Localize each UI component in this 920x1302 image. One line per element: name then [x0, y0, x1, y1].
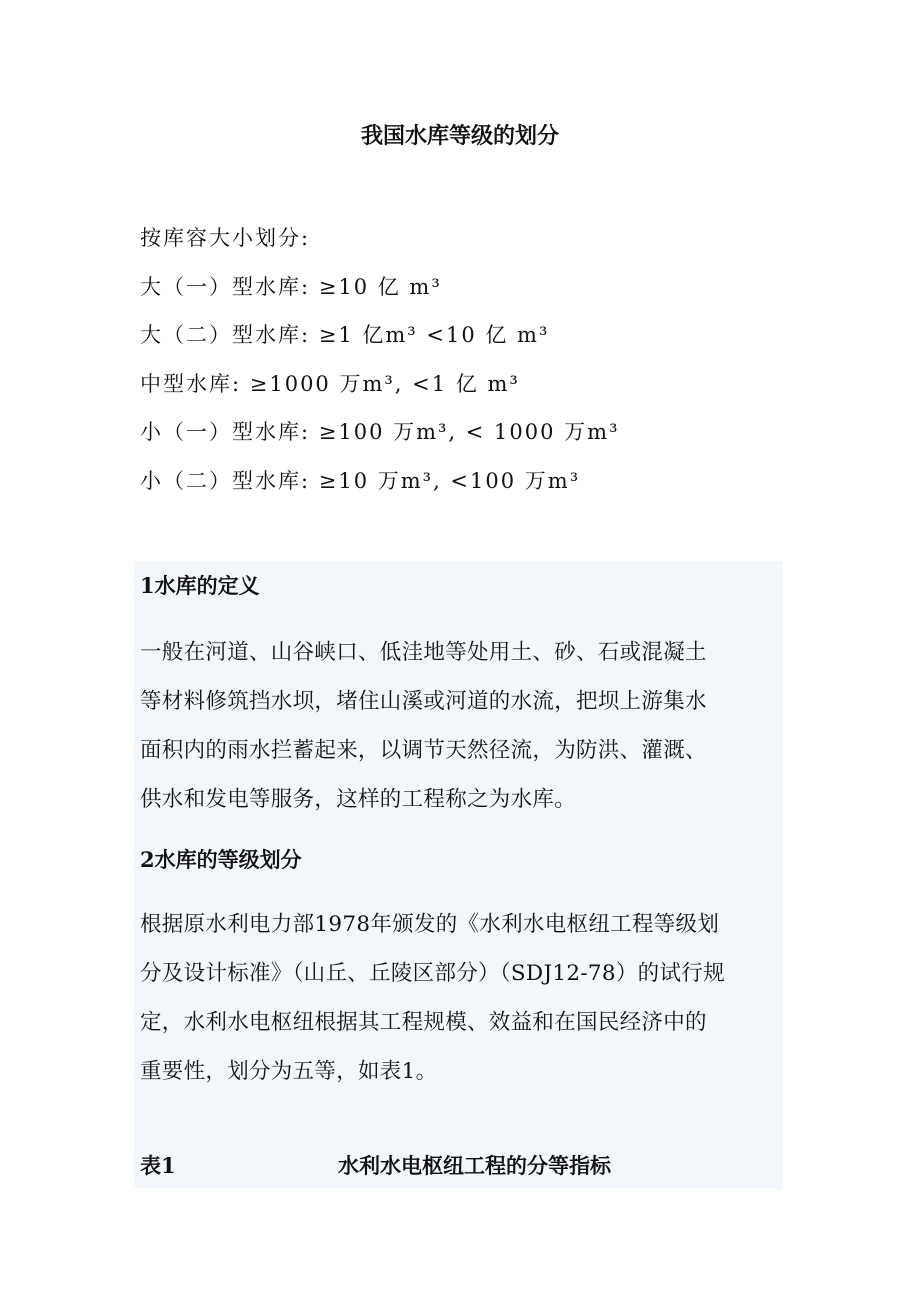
- paragraph-line: 一般在河道、山谷峡口、低洼地等处用土、砂、石或混凝土: [140, 640, 707, 665]
- definition-paragraph: [140, 628, 780, 824]
- grading-paragraph: [140, 900, 780, 1096]
- paragraph-line: 分及设计标准》（山丘、丘陵区部分）（SDJ12-78）的试行规: [140, 961, 725, 986]
- capacity-line-small-1: 小（一）型水库: ≥100 万m³, < 1000 万m³: [140, 420, 620, 444]
- capacity-classification: [140, 214, 780, 505]
- section-heading-definition: 1水库的定义: [140, 573, 260, 598]
- table-number: 表1: [140, 1153, 176, 1178]
- paragraph-line: 重要性，划分为五等，如表1。: [140, 1059, 438, 1084]
- capacity-line-large-1: 大（一）型水库: ≥10 亿 m³: [140, 274, 442, 299]
- section-heading-grading: 2水库的等级划分: [140, 847, 302, 872]
- paragraph-line: 定，水利水电枢纽根据其工程规模、效益和在国民经济中的: [140, 1010, 707, 1035]
- capacity-line-large-2: 大（二）型水库: ≥1 亿m³ <10 亿 m³: [140, 323, 550, 347]
- paragraph-line: 面积内的雨水拦蓄起来，以调节天然径流，为防洪、灌溉、: [140, 738, 707, 763]
- paragraph-line: 根据原水利电力部1978年颁发的《水利水电枢纽工程等级划: [140, 912, 720, 937]
- paragraph-line: 供水和发电等服务，这样的工程称之为水库。: [140, 787, 577, 812]
- paragraph-line: 等材料修筑挡水坝，堵住山溪或河道的水流，把坝上游集水: [140, 689, 707, 714]
- page-title: 我国水库等级的划分: [360, 123, 559, 149]
- capacity-line-small-2: 小（二）型水库: ≥10 万m³, <100 万m³: [140, 468, 581, 493]
- table-title: 水利水电枢纽工程的分等指标: [338, 1153, 611, 1178]
- capacity-intro: 按库容大小划分:: [140, 226, 311, 250]
- capacity-line-medium: 中型水库: ≥1000 万m³, <1 亿 m³: [140, 371, 520, 396]
